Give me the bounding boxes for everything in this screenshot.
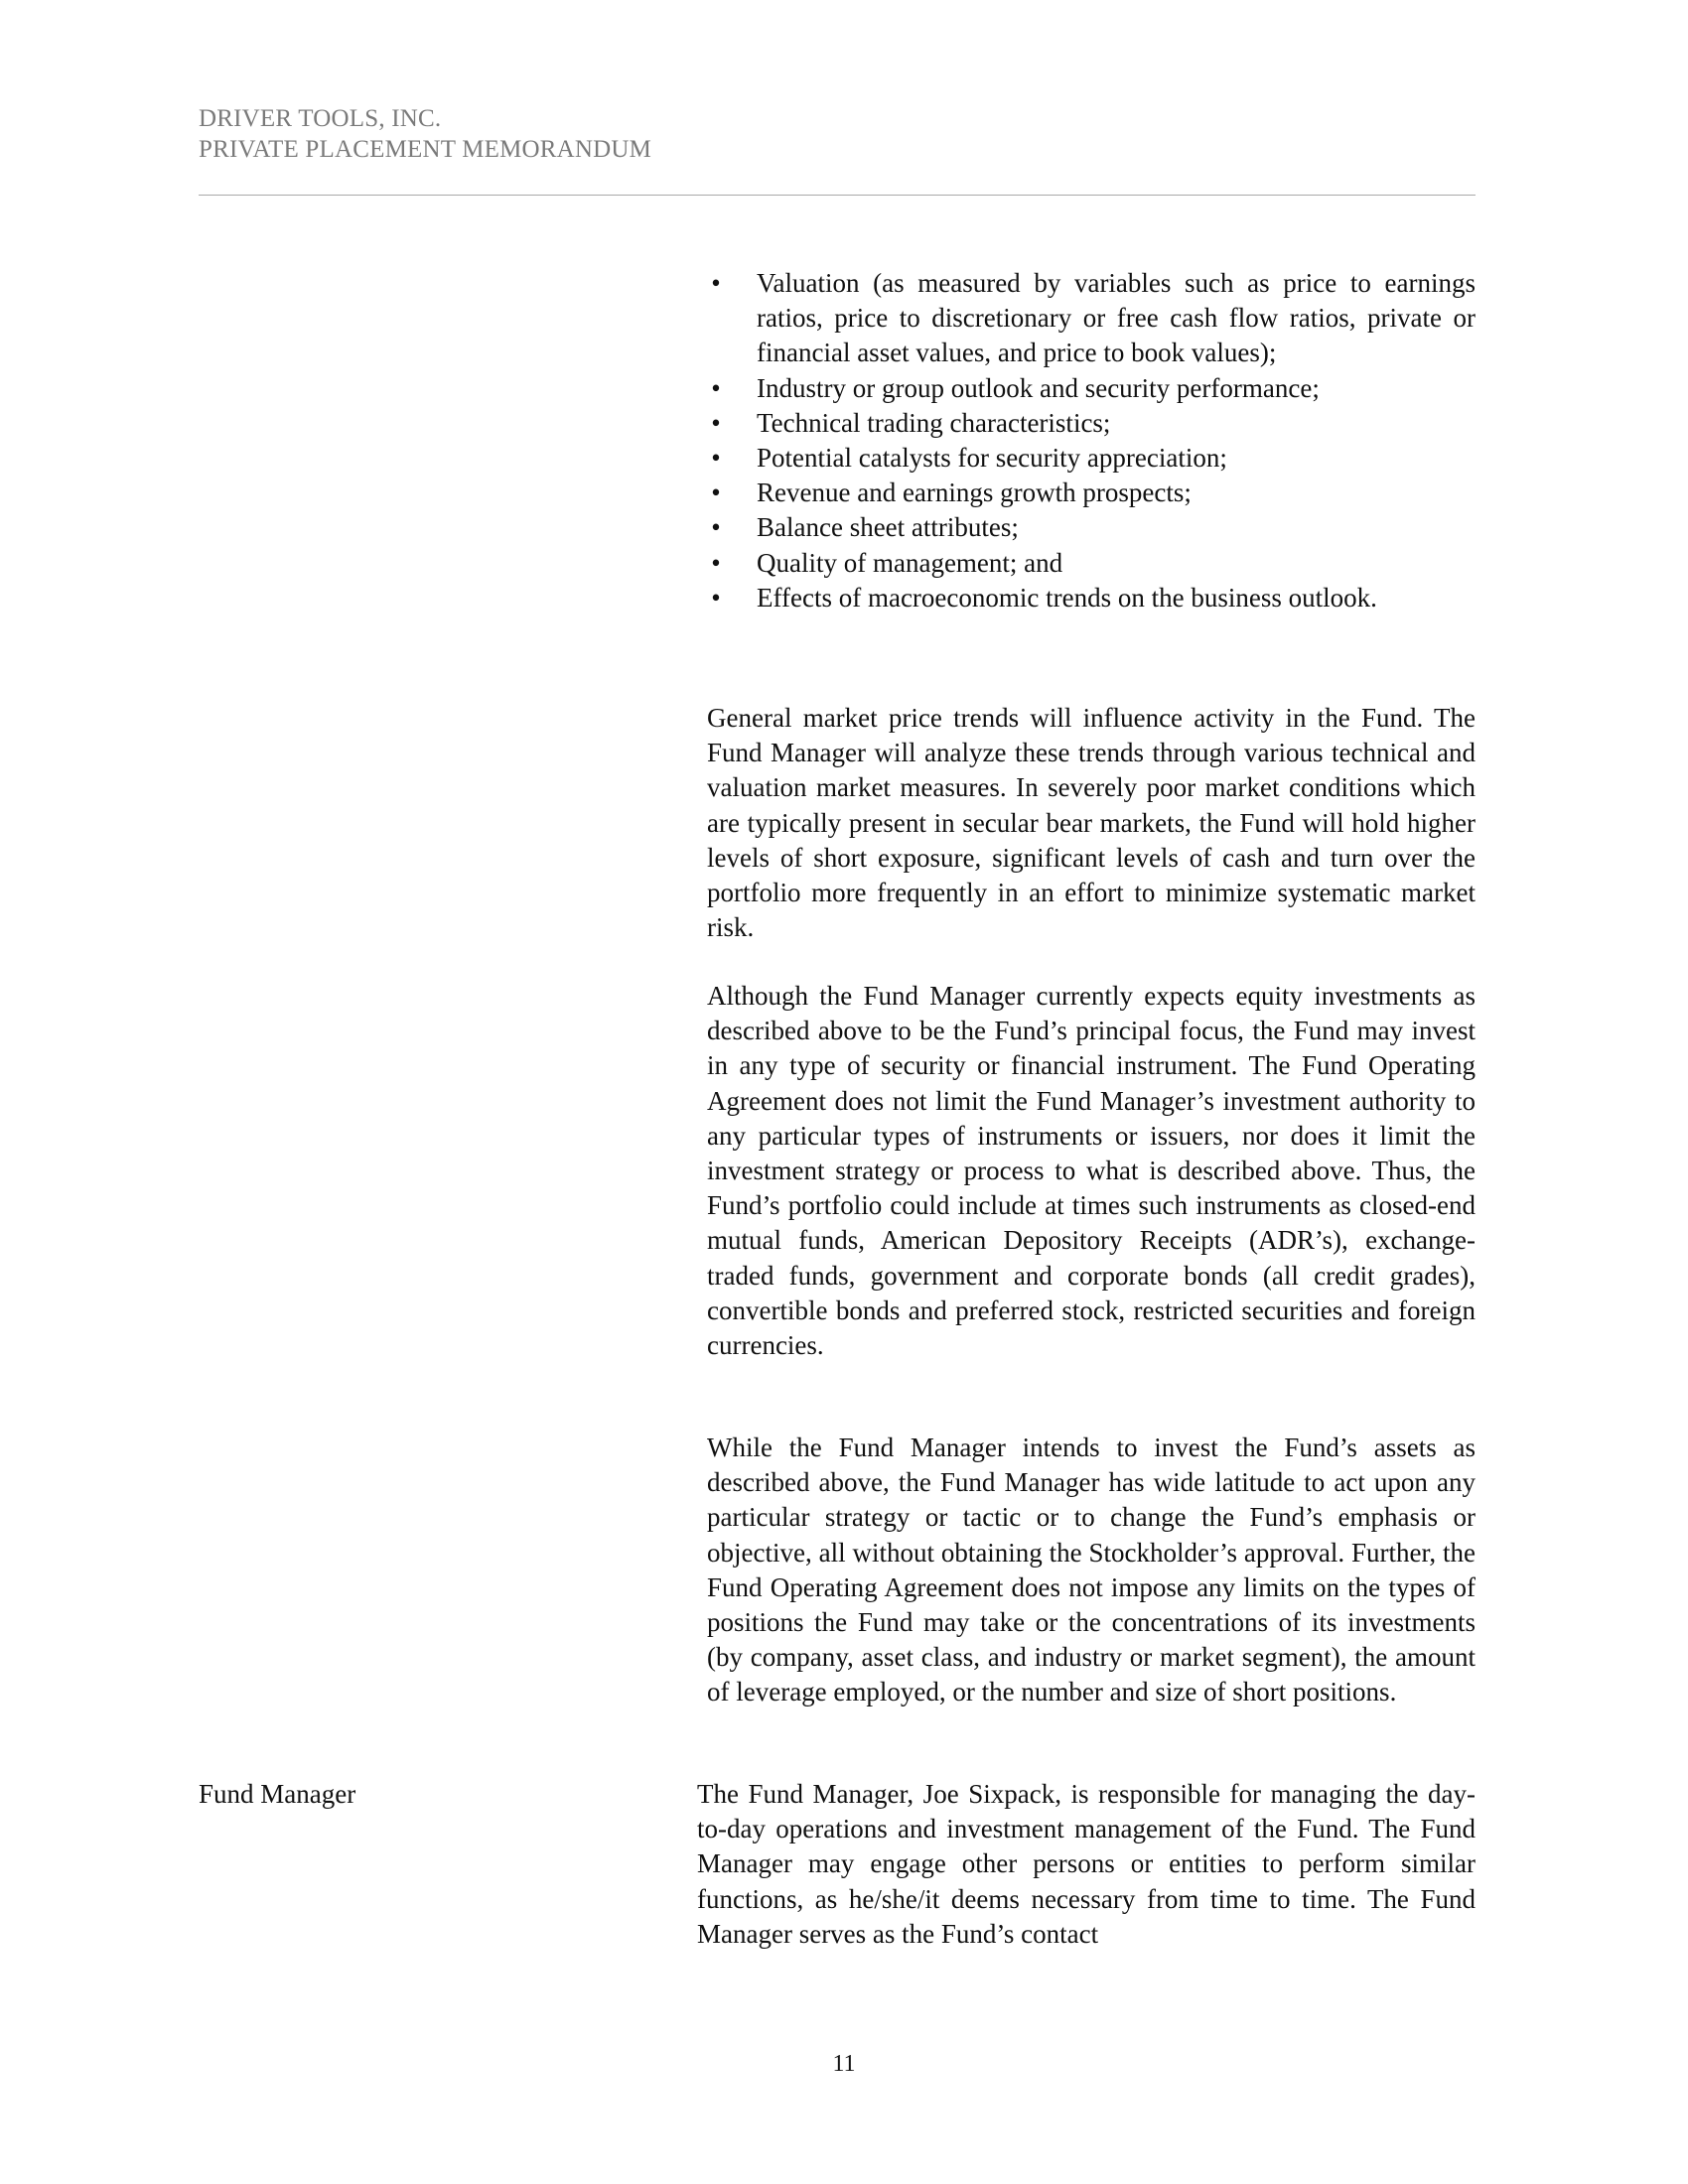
paragraph-market-trends: General market price trends will influence activity in the Fund. The Fund Manager will analyze these trends through various technical and valuation market measures. In severely poor market conditions which are typically present in secular bear markets, the Fund will hold higher levels of short exposure, significant levels of cash and turn over the portfolio more frequently in an effort to minimize systematic market risk. bbox=[707, 703, 1476, 943]
bullet-icon: • bbox=[711, 407, 721, 438]
bullet-text: Industry or group outlook and security performance; bbox=[757, 372, 1320, 403]
header-rule bbox=[199, 195, 1476, 196]
bullet-icon: • bbox=[711, 547, 721, 578]
bullet-item bbox=[707, 581, 1476, 615]
bullet-text: Balance sheet attributes; bbox=[757, 512, 1019, 543]
page-number: 11 bbox=[832, 2051, 856, 2077]
running-header bbox=[199, 103, 651, 165]
bullet-item bbox=[707, 546, 1476, 581]
bullet-text: Quality of management; and bbox=[757, 547, 1063, 578]
bullet-text: Potential catalysts for security appreciation; bbox=[757, 443, 1227, 474]
bullet-item bbox=[707, 371, 1476, 406]
bullet-item bbox=[707, 441, 1476, 476]
paragraph-manager-latitude: While the Fund Manager intends to invest the Fund’s assets as described above, the Fund Manager has wide latitude to act upon any particular strategy or tactic or to change the Fund’s emphasis or objective, all without obtaining the Stockholder’s approval. Further, the Fund Operating Agreement does not impose any limits on the types of positions the Fund may take or the concentrations of its investments (by company, asset class, and industry or market segment), the amount of leverage employed, or the number and size of short positions. bbox=[707, 1433, 1476, 1707]
bullet-item bbox=[707, 406, 1476, 441]
bullet-icon: • bbox=[711, 372, 721, 403]
bullet-text: Revenue and earnings growth prospects; bbox=[757, 478, 1192, 508]
bullet-icon: • bbox=[711, 268, 721, 298]
paragraph-investment-scope: Although the Fund Manager currently expects equity investments as described above to be the Fund’s principal focus, the Fund may invest in any type of security or financial instrument. The Fund Operating Agreement does not limit the Fund Manager’s investment authority to any particular types of instruments or issuers, nor does it limit the investment strategy or process to what is described above. Thus, the Fund’s portfolio could include at times such instruments as closed-end mutual funds, American Depository Receipts (ADR’s), exchange-traded funds, government and corporate bonds (all credit grades), convertible bonds and preferred stock, restricted securities and foreign currencies. bbox=[707, 981, 1476, 1361]
bullet-icon: • bbox=[711, 582, 721, 613]
bullet-item bbox=[707, 266, 1476, 371]
bullet-text: Effects of macroeconomic trends on the business outlook. bbox=[757, 582, 1377, 613]
header-doc-title: PRIVATE PLACEMENT MEMORANDUM bbox=[199, 136, 652, 163]
bullet-item bbox=[707, 510, 1476, 545]
bullet-icon: • bbox=[711, 512, 721, 543]
bullet-text: Valuation (as measured by variables such as price to earnings ratios, price to discretionary or free cash flow ratios, private or financial asset values, and price to book values); bbox=[757, 268, 1476, 368]
bullet-item bbox=[707, 476, 1476, 510]
bullet-icon: • bbox=[711, 478, 721, 508]
criteria-bullet-list bbox=[707, 266, 1476, 615]
header-company: DRIVER TOOLS, INC. bbox=[199, 105, 442, 132]
bullet-text: Technical trading characteristics; bbox=[757, 407, 1111, 438]
section-label-fund-manager: Fund Manager bbox=[199, 1779, 356, 1809]
bullet-icon: • bbox=[711, 443, 721, 474]
fund-manager-description: The Fund Manager, Joe Sixpack, is responsible for managing the day-to-day operations and investment management of the Fund. The Fund Manager may engage other persons or entities to perform similar functions, as he/she/it deems necessary from time to time. The Fund Manager serves as the Fund’s contact bbox=[697, 1779, 1476, 1949]
